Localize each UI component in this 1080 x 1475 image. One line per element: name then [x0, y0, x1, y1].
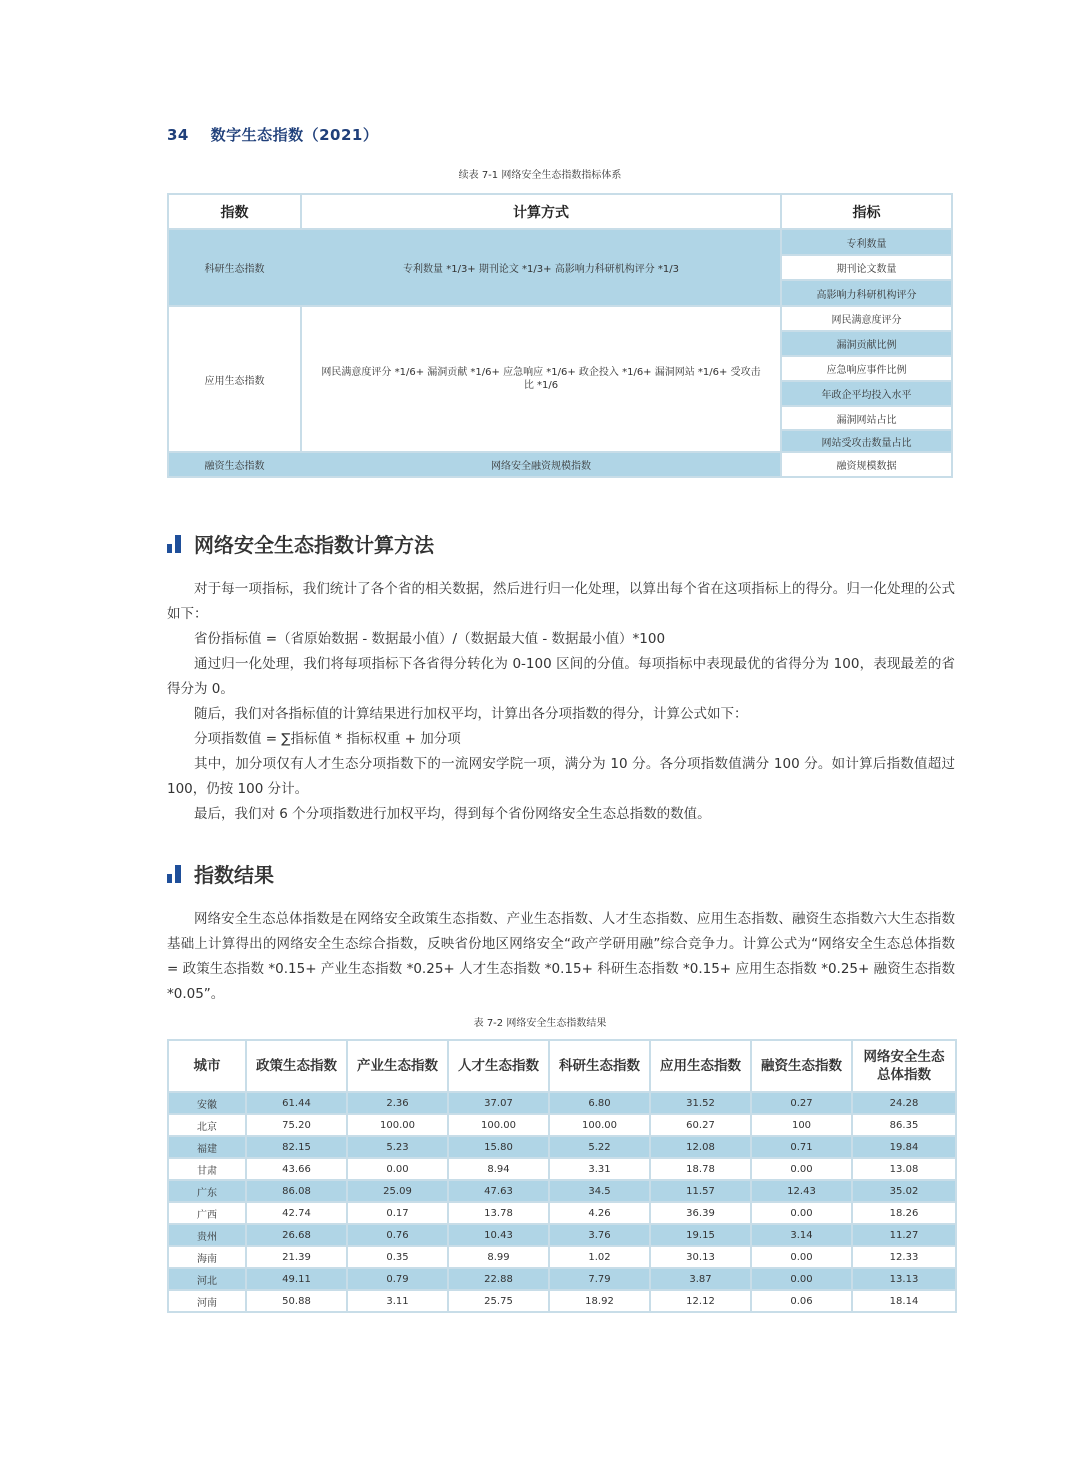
table1-method-research: 专利数量 *1/3+ 期刊论文 *1/3+ 高影响力科研机构评分 *1/3 [403, 264, 679, 275]
table1-index-research: 科研生态指数 [204, 264, 265, 275]
cell-value: 3.14 [751, 1224, 852, 1246]
cell-value: 26.68 [246, 1224, 347, 1246]
cell-city: 河南 [168, 1290, 246, 1312]
book-title: 数字生态指数（2021） [210, 126, 379, 144]
paragraph: 通过归一化处理，我们将每项指标下各省得分转化为 0-100 区间的分值。每项指标中表现最优的省得分为 100，表现最差的省得分为 0。 [167, 656, 955, 697]
cell-value: 19.15 [650, 1224, 751, 1246]
cell-value: 13.08 [852, 1158, 956, 1180]
cell-value: 60.27 [650, 1114, 751, 1136]
cell-value: 11.27 [852, 1224, 956, 1246]
table1-index-financing: 融资生态指数 [204, 461, 265, 472]
table1-indicator: 应急响应事件比例 [782, 357, 951, 380]
divider [780, 405, 951, 407]
method-body [167, 577, 955, 827]
cell-city: 广西 [168, 1202, 246, 1224]
cell-city: 广东 [168, 1180, 246, 1202]
indicator-system-table [167, 193, 953, 478]
table1-indicator: 期刊论文数量 [782, 256, 951, 279]
paragraph: 最后，我们对 6 个分项指数进行加权平均，得到每个省份网络安全生态总指数的数值。 [194, 806, 711, 822]
table1-indicator: 融资规模数据 [782, 453, 951, 476]
cell-value: 12.43 [751, 1180, 852, 1202]
table1-index-application: 应用生态指数 [169, 307, 300, 451]
paragraph: 随后，我们对各指标值的计算结果进行加权平均，计算出各分项指数的得分，计算公式如下： [194, 706, 748, 722]
cell-value: 0.76 [347, 1224, 448, 1246]
cell-value: 100.00 [347, 1114, 448, 1136]
divider [780, 355, 951, 357]
cell-value: 24.28 [852, 1092, 956, 1114]
divider [780, 330, 951, 332]
cell-value: 3.87 [650, 1268, 751, 1290]
table-row [168, 1114, 956, 1136]
cell-value: 18.26 [852, 1202, 956, 1224]
cell-value: 15.80 [448, 1136, 549, 1158]
cell-value: 8.99 [448, 1246, 549, 1268]
cell-value: 0.35 [347, 1246, 448, 1268]
page-header [167, 124, 378, 145]
column-header: 应用生态指数 [650, 1040, 751, 1092]
table1-indicator: 专利数量 [782, 230, 951, 254]
cell-value: 86.35 [852, 1114, 956, 1136]
cell-value: 0.00 [751, 1202, 852, 1224]
table1-method-application: 网民满意度评分 *1/6+ 漏洞贡献 *1/6+ 应急响应 *1/6+ 政企投入 *1/6+ 漏洞网站 *1/6+ 受攻击比 *1/6 [302, 307, 780, 451]
cell-city: 北京 [168, 1114, 246, 1136]
cell-city: 海南 [168, 1246, 246, 1268]
column-header: 网络安全生态总体指数 [852, 1040, 956, 1092]
cell-value: 3.31 [549, 1158, 650, 1180]
cell-value: 13.78 [448, 1202, 549, 1224]
table1-header-indicator: 指标 [782, 195, 951, 229]
cell-value: 49.11 [246, 1268, 347, 1290]
cell-value: 10.43 [448, 1224, 549, 1246]
cell-value: 30.13 [650, 1246, 751, 1268]
table-row [168, 1180, 956, 1202]
column-header: 融资生态指数 [751, 1040, 852, 1092]
divider [780, 279, 951, 281]
cell-value: 18.14 [852, 1290, 956, 1312]
cell-value: 8.94 [448, 1158, 549, 1180]
cell-value: 42.74 [246, 1202, 347, 1224]
formula-subindex: 分项指数值 = ∑指标值 * 指标权重 + 加分项 [194, 731, 461, 747]
cell-value: 21.39 [246, 1246, 347, 1268]
cell-value: 82.15 [246, 1136, 347, 1158]
table1-indicator: 年政企平均投入水平 [782, 382, 951, 405]
cell-value: 25.09 [347, 1180, 448, 1202]
cell-value: 0.71 [751, 1136, 852, 1158]
cell-value: 25.75 [448, 1290, 549, 1312]
divider [300, 307, 302, 453]
table1-indicator: 高影响力科研机构评分 [782, 281, 951, 305]
cell-value: 13.13 [852, 1268, 956, 1290]
cell-value: 50.88 [246, 1290, 347, 1312]
cell-value: 12.33 [852, 1246, 956, 1268]
cell-value: 3.76 [549, 1224, 650, 1246]
table-row [168, 1136, 956, 1158]
table1-header-index: 指数 [169, 195, 300, 229]
section-title-text: 网络安全生态指数计算方法 [194, 533, 434, 557]
cell-value: 0.00 [751, 1268, 852, 1290]
cell-city: 安徽 [168, 1092, 246, 1114]
table1-caption: 续表 7-1 网络安全生态指数指标体系 [458, 170, 622, 181]
table1-method-financing: 网络安全融资规模指数 [491, 461, 591, 472]
cell-value: 31.52 [650, 1092, 751, 1114]
cell-value: 6.80 [549, 1092, 650, 1114]
cell-value: 3.11 [347, 1290, 448, 1312]
cell-value: 19.84 [852, 1136, 956, 1158]
cell-value: 0.00 [751, 1246, 852, 1268]
table-row [168, 1290, 956, 1312]
cell-value: 2.36 [347, 1092, 448, 1114]
cell-value: 0.00 [751, 1158, 852, 1180]
divider [780, 429, 951, 431]
paragraph: 其中，加分项仅有人才生态分项指数下的一流网安学院一项，满分为 10 分。各分项指数值满分 100 分。如计算后指数值超过 100，仍按 100 分计。 [167, 756, 955, 797]
cell-value: 34.5 [549, 1180, 650, 1202]
cell-value: 0.06 [751, 1290, 852, 1312]
cell-value: 0.79 [347, 1268, 448, 1290]
paragraph: 对于每一项指标，我们统计了各个省的相关数据，然后进行归一化处理，以算出每个省在这项指标上的得分。归一化处理的公式如下： [167, 581, 955, 622]
cell-value: 100 [751, 1114, 852, 1136]
results-table [167, 1039, 957, 1313]
cell-value: 1.02 [549, 1246, 650, 1268]
bar-chart-icon [167, 865, 184, 883]
cell-value: 7.79 [549, 1268, 650, 1290]
column-header: 科研生态指数 [549, 1040, 650, 1092]
divider [169, 305, 951, 307]
cell-value: 37.07 [448, 1092, 549, 1114]
cell-city: 福建 [168, 1136, 246, 1158]
section-title-method [167, 529, 434, 558]
cell-value: 11.57 [650, 1180, 751, 1202]
table1-indicator: 漏洞网站占比 [782, 407, 951, 429]
cell-value: 12.08 [650, 1136, 751, 1158]
column-header: 产业生态指数 [347, 1040, 448, 1092]
divider [780, 254, 951, 256]
cell-value: 100.00 [549, 1114, 650, 1136]
cell-value: 43.66 [246, 1158, 347, 1180]
column-header: 人才生态指数 [448, 1040, 549, 1092]
table-header-row [168, 1040, 956, 1092]
table-row [168, 1246, 956, 1268]
divider [780, 380, 951, 382]
page-number: 34 [167, 126, 189, 144]
results-body [167, 907, 955, 1007]
cell-value: 5.23 [347, 1136, 448, 1158]
column-header: 城市 [168, 1040, 246, 1092]
divider [169, 228, 951, 230]
bar-chart-icon [167, 535, 184, 553]
cell-value: 47.63 [448, 1180, 549, 1202]
table-row [168, 1224, 956, 1246]
cell-value: 0.17 [347, 1202, 448, 1224]
cell-value: 35.02 [852, 1180, 956, 1202]
cell-value: 4.26 [549, 1202, 650, 1224]
table-row [168, 1158, 956, 1180]
cell-value: 0.00 [347, 1158, 448, 1180]
cell-value: 22.88 [448, 1268, 549, 1290]
divider [300, 195, 302, 230]
cell-value: 75.20 [246, 1114, 347, 1136]
divider [169, 451, 951, 453]
table1-indicator: 网民满意度评分 [782, 307, 951, 330]
section-title-results [167, 859, 274, 888]
column-header: 政策生态指数 [246, 1040, 347, 1092]
paragraph: 网络安全生态总体指数是在网络安全政策生态指数、产业生态指数、人才生态指数、应用生态指数、融资生态指数六大生态指数基础上计算得出的网络安全生态综合指数，反映省份地区网络安全“政产学研用融”综合竞争力。计算公式为“网络安全生态总体指数 = 政策生态指数 *0.15+ 产业生态指数 *0.25+ 人才生态指数 *0.15+ 科研生态指数 *0.15+ 应用生态指数 *0.25+ 融资生态指数 *0.05”。 [167, 911, 955, 1002]
cell-value: 100.00 [448, 1114, 549, 1136]
cell-value: 18.78 [650, 1158, 751, 1180]
cell-value: 12.12 [650, 1290, 751, 1312]
formula-normalization: 省份指标值 =（省原始数据 - 数据最小值）/（数据最大值 - 数据最小值）*100 [194, 631, 666, 647]
table2-caption: 表 7-2 网络安全生态指数结果 [473, 1018, 607, 1029]
cell-value: 0.27 [751, 1092, 852, 1114]
table1-header-method: 计算方式 [302, 195, 780, 229]
cell-value: 5.22 [549, 1136, 650, 1158]
cell-city: 贵州 [168, 1224, 246, 1246]
cell-value: 86.08 [246, 1180, 347, 1202]
table-row [168, 1202, 956, 1224]
cell-value: 36.39 [650, 1202, 751, 1224]
table-row [168, 1268, 956, 1290]
table-row [168, 1092, 956, 1114]
cell-city: 甘肃 [168, 1158, 246, 1180]
cell-value: 61.44 [246, 1092, 347, 1114]
divider [780, 195, 782, 476]
section-title-text: 指数结果 [194, 863, 274, 887]
table1-indicator: 网站受攻击数量占比 [782, 431, 951, 452]
cell-value: 18.92 [549, 1290, 650, 1312]
cell-city: 河北 [168, 1268, 246, 1290]
table1-indicator: 漏洞贡献比例 [782, 332, 951, 355]
